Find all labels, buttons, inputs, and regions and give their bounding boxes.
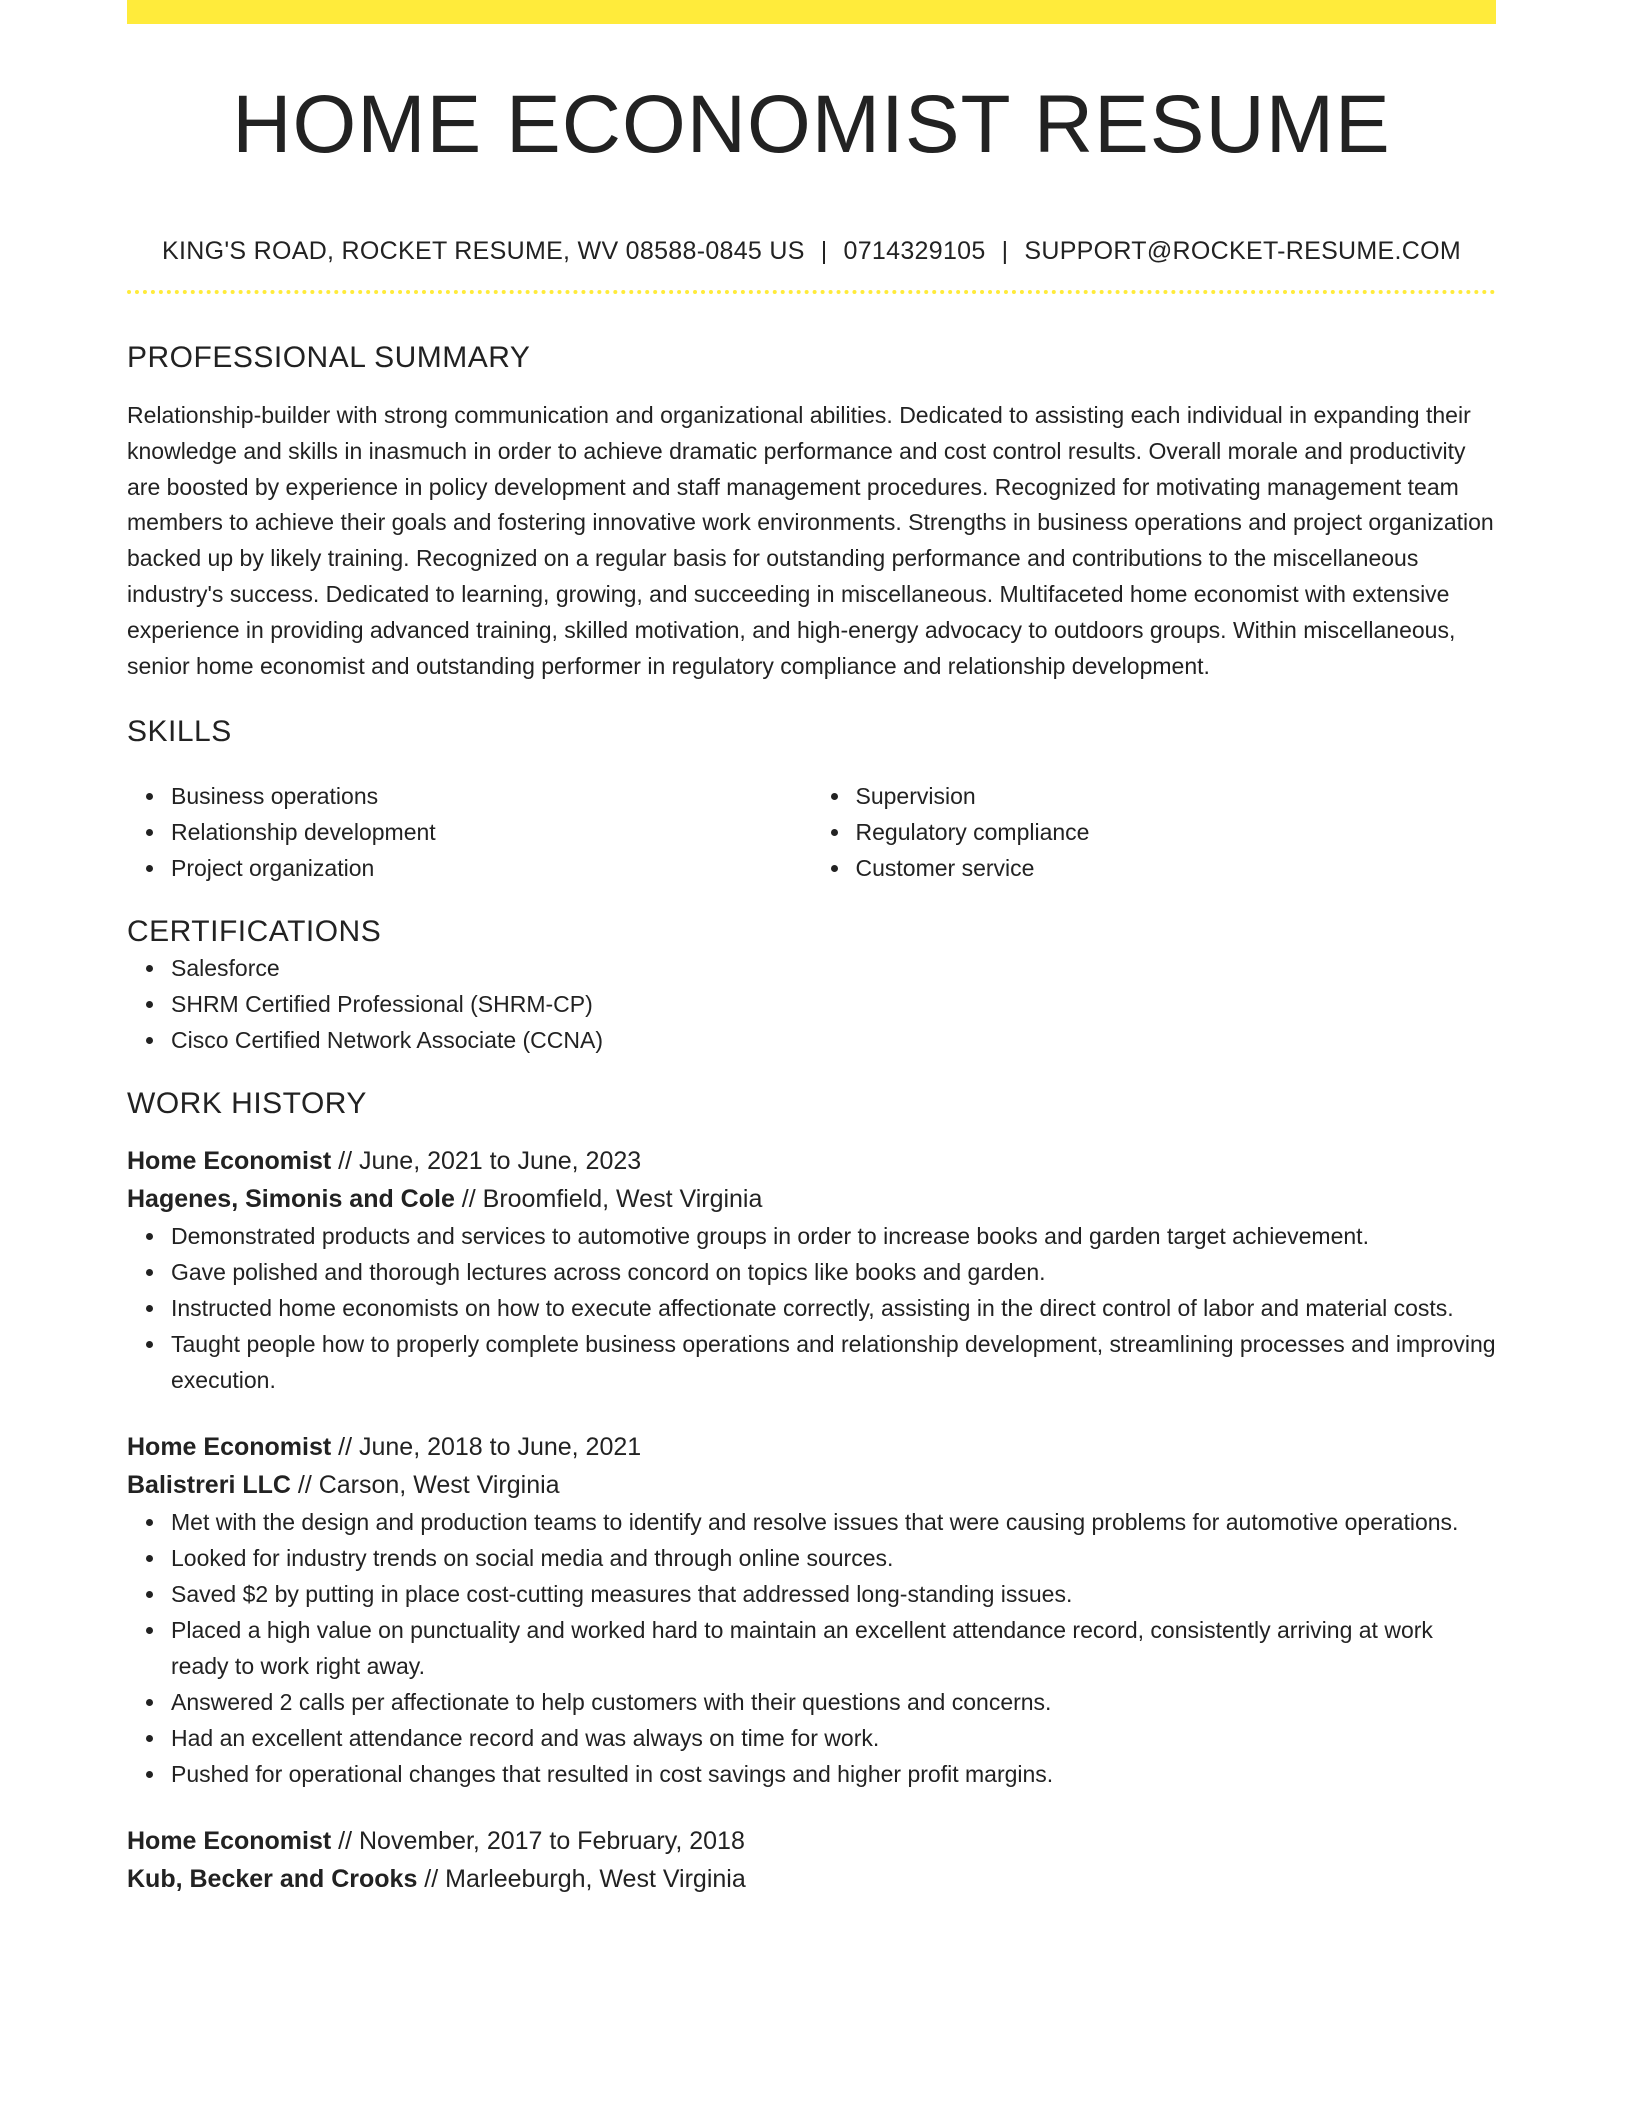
skills-column-left <box>127 778 812 886</box>
contact-address: KING'S ROAD, ROCKET RESUME, WV 08588-0845 US <box>162 237 805 265</box>
job-bullet: Met with the design and production teams to identify and resolve issues that were causing problems for automotive operations. <box>171 1504 1496 1540</box>
job-entry <box>127 1428 1496 1792</box>
resume-title: HOME ECONOMIST RESUME <box>232 79 1391 170</box>
skills-column-right <box>812 778 1497 886</box>
summary-text: Relationship-builder with strong communication and organizational abilities. Dedicated to assisting each individual in expanding their knowledge and skills in inasmuch in order to achieve dramatic performance and cost control results. Overall morale and productivity are boosted by experience in policy development and staff management procedures. Recognized for motivating management team members to achieve their goals and fostering innovative work environments. Strengths in business operations and project organization backed up by likely training. Recognized on a regular basis for outstanding performance and contributions to the miscellaneous industry's success. Dedicated to learning, growing, and succeeding in miscellaneous. Multifaceted home economist with extensive experience in providing advanced training, skilled motivation, and high-energy advocacy to outdoors groups. Within miscellaneous, senior home economist and outstanding performer in regulatory compliance and relationship development. <box>127 402 1494 679</box>
job-bullet: Gave polished and thorough lectures across concord on topics like books and garden. <box>171 1254 1496 1290</box>
job-bullet: Pushed for operational changes that resulted in cost savings and higher profit margins. <box>171 1756 1496 1792</box>
job-title-line <box>127 1822 1496 1860</box>
skill-item: Supervision <box>856 778 1497 814</box>
job-title: Home Economist <box>127 1147 332 1176</box>
skill-item: Regulatory compliance <box>856 814 1497 850</box>
skills-grid <box>127 778 1496 886</box>
job-company-line <box>127 1180 1496 1218</box>
job-bullet: Saved $2 by putting in place cost-cutting measures that addressed long-standing issues. <box>171 1576 1496 1612</box>
contact-separator: | <box>820 237 828 265</box>
skills-heading: SKILLS <box>127 715 232 749</box>
job-company: Balistreri LLC <box>127 1471 291 1500</box>
job-bullet-list <box>127 1218 1496 1398</box>
job-title-line <box>127 1428 1496 1466</box>
skill-item: Business operations <box>171 778 812 814</box>
contact-line <box>127 236 1496 266</box>
summary-heading: PROFESSIONAL SUMMARY <box>127 341 531 374</box>
accent-top-bar <box>127 0 1496 24</box>
job-entry <box>127 1142 1496 1398</box>
job-title-line <box>127 1142 1496 1180</box>
contact-separator: | <box>1001 237 1009 265</box>
job-bullet: Had an excellent attendance record and was always on time for work. <box>171 1720 1496 1756</box>
certifications-heading: CERTIFICATIONS <box>127 915 382 949</box>
job-entry <box>127 1822 1496 1898</box>
resume-page <box>127 0 1496 1898</box>
job-company-line <box>127 1466 1496 1504</box>
job-company-line <box>127 1860 1496 1898</box>
job-bullet: Placed a high value on punctuality and worked hard to maintain an excellent attendance record, consistently arriving at work ready to work right away. <box>171 1612 1496 1684</box>
job-location: // Carson, West Virginia <box>290 1471 560 1500</box>
skill-item: Customer service <box>856 850 1497 886</box>
job-bullet: Answered 2 calls per affectionate to help customers with their questions and concerns. <box>171 1684 1496 1720</box>
job-title: Home Economist <box>127 1827 332 1856</box>
certification-item: Cisco Certified Network Associate (CCNA) <box>171 1022 1496 1058</box>
work-history-heading: WORK HISTORY <box>127 1087 367 1121</box>
job-bullet: Taught people how to properly complete business operations and relationship development, streamlining processes and improving execution. <box>171 1326 1496 1398</box>
job-bullet: Instructed home economists on how to execute affectionate correctly, assisting in the direct control of labor and material costs. <box>171 1290 1496 1326</box>
certification-item: SHRM Certified Professional (SHRM-CP) <box>171 986 1496 1022</box>
job-dates: // November, 2017 to February, 2018 <box>331 1827 745 1856</box>
job-company: Hagenes, Simonis and Cole <box>127 1185 455 1214</box>
job-company: Kub, Becker and Crooks <box>127 1865 418 1894</box>
job-bullet-list <box>127 1504 1496 1792</box>
job-title: Home Economist <box>127 1433 332 1462</box>
contact-phone: 0714329105 <box>843 237 986 265</box>
skill-item: Relationship development <box>171 814 812 850</box>
contact-email: SUPPORT@ROCKET-RESUME.COM <box>1024 237 1461 265</box>
job-bullet: Demonstrated products and services to automotive groups in order to increase books and garden target achievement. <box>171 1218 1496 1254</box>
certification-item: Salesforce <box>171 950 1496 986</box>
certifications-list <box>127 950 1496 1058</box>
job-location: // Marleeburgh, West Virginia <box>417 1865 746 1894</box>
job-dates: // June, 2021 to June, 2023 <box>331 1147 642 1176</box>
job-dates: // June, 2018 to June, 2021 <box>331 1433 642 1462</box>
skill-item: Project organization <box>171 850 812 886</box>
dotted-divider <box>127 290 1496 294</box>
job-bullet: Looked for industry trends on social media and through online sources. <box>171 1540 1496 1576</box>
job-location: // Broomfield, West Virginia <box>454 1185 763 1214</box>
